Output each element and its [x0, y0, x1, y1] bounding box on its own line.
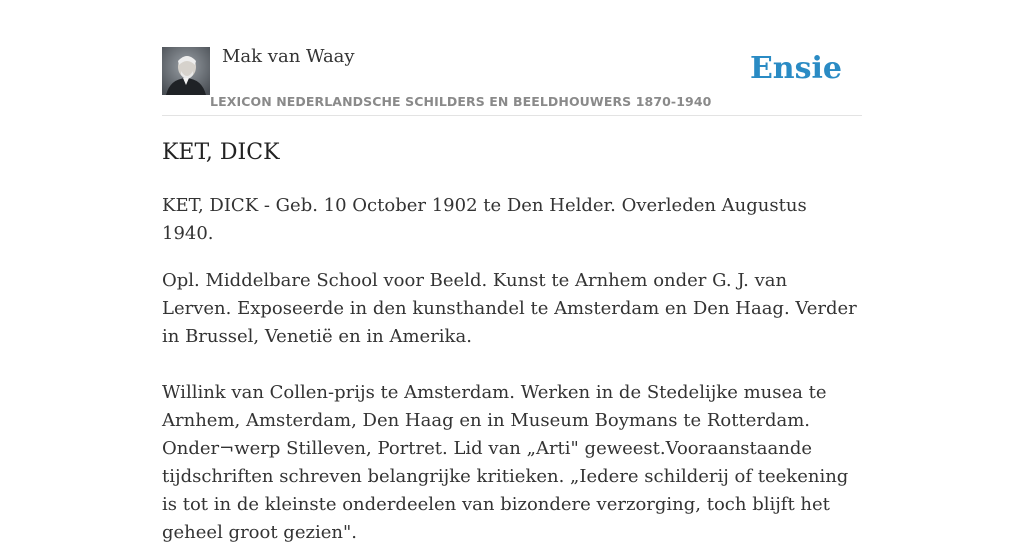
- article-paragraph: Opl. Middelbare School voor Beeld. Kunst te Arnhem onder G. J. van Lerven. Exposeerde in den kunsthandel te Amsterdam en Den Haag. Verder in Brussel, Venetië en in Amerika. Willink van Collen-prijs te Amsterdam. Werken in de Stedelijke musea te Arnhem, Amsterdam, Den Haag en in Museum Boymans te Rotterdam. Onder¬werp Stilleven, Portret. Lid van „Arti" geweest.Vooraanstaande tijdschriften schreven belangrijke kritieken. „Iedere schilderij of teekening is tot in de kleinste onderdeelen van bizondere verzorging, toch blijft het geheel groot gezien".: [162, 270, 857, 543]
- author-avatar[interactable]: [162, 47, 210, 95]
- lexicon-title[interactable]: LEXICON NEDERLANDSCHE SCHILDERS EN BEELDHOUWERS 1870-1940: [210, 94, 712, 109]
- author-portrait-icon: [162, 47, 210, 95]
- article-intro: KET, DICK - Geb. 10 October 1902 te Den Helder. Overleden Augustus 1940.: [162, 195, 807, 244]
- author-name[interactable]: Mak van Waay: [222, 46, 355, 67]
- ensie-logo[interactable]: Ensie: [749, 51, 842, 86]
- article-title: KET, DICK: [162, 140, 280, 165]
- article-body: [162, 192, 862, 547]
- header-divider: [162, 115, 862, 116]
